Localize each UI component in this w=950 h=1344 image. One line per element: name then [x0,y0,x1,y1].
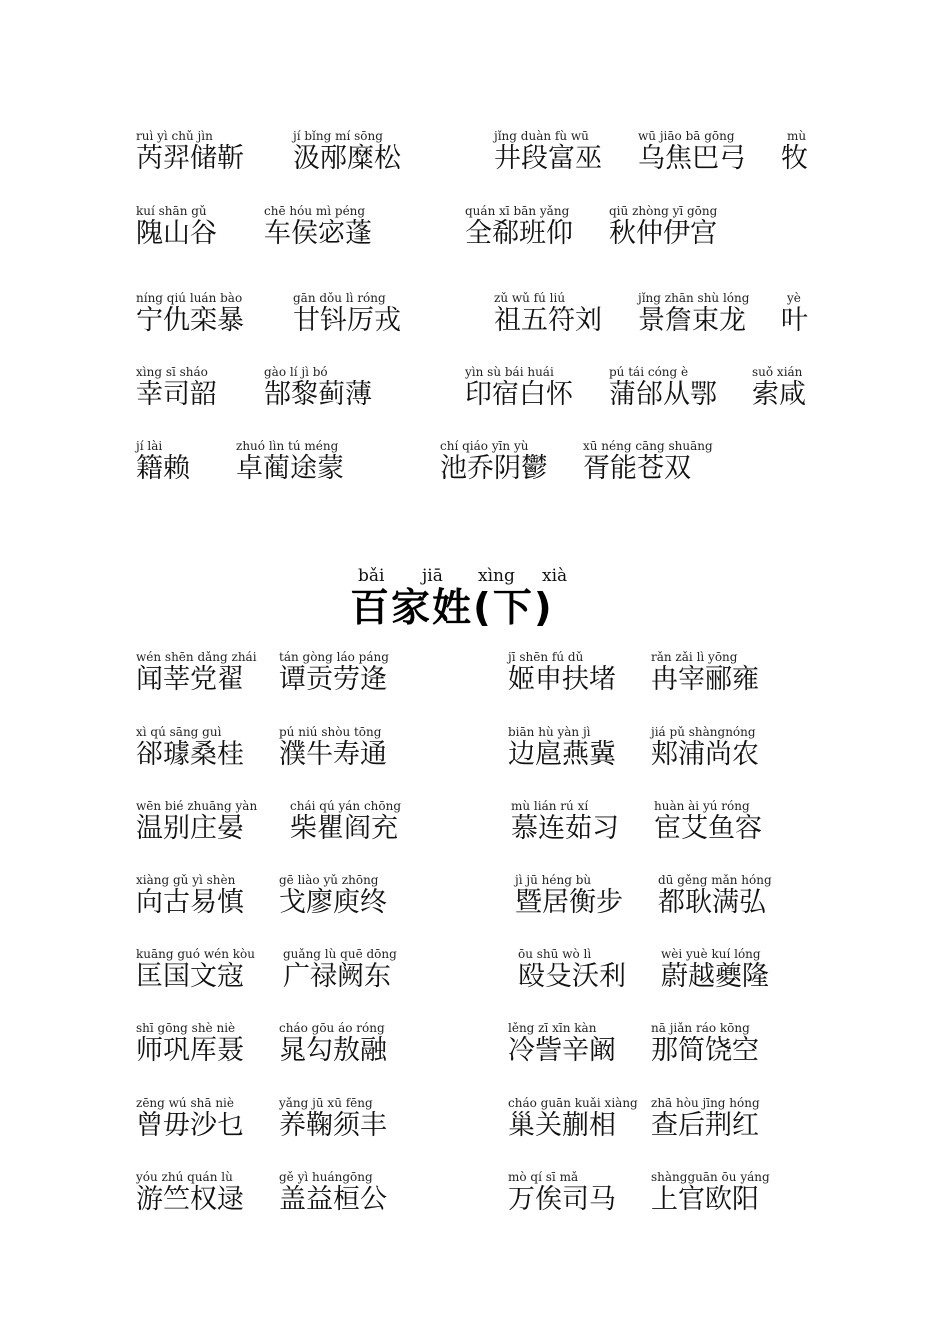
surname-group [136,725,244,771]
pinyin-line: jí bǐng mí sōng [293,129,383,143]
hanzi-line: 井段富巫 [494,143,602,174]
surname-group [508,1170,616,1216]
hanzi-line: 冉宰郦雍 [651,664,759,695]
surname-group [290,799,401,845]
hanzi-line: 濮牛寿通 [279,739,387,770]
hanzi-line: 戈廖庾终 [279,887,387,918]
pinyin-line: biān hù yàn jì [508,725,591,739]
pinyin-line: lěng zī xīn kàn [508,1021,597,1035]
title-pinyin-syllable: bǎi [358,566,385,586]
hanzi-line: 郤璩桑桂 [136,739,244,770]
hanzi-line: 养鞠须丰 [279,1110,387,1141]
pinyin-line: tán gòng láo páng [279,650,389,664]
pinyin-line: wēn bié zhuāng yàn [136,799,258,813]
hanzi-line: 广禄阙东 [283,961,391,992]
pinyin-line: gào lí jì bó [264,365,328,379]
hanzi-line: 上官欧阳 [651,1184,759,1215]
pinyin-line: ruì yì chǔ jìn [136,129,213,143]
hanzi-line: 叶 [781,305,808,336]
hanzi-line: 柴瞿阎充 [290,813,398,844]
surname-group [279,1096,387,1142]
surname-group [236,439,344,485]
surname-group [136,129,244,175]
pinyin-line: gān dǒu lì róng [293,291,386,305]
surname-group [136,1021,244,1067]
surname-group [508,650,616,696]
pinyin-line: jiá pǔ shàngnóng [651,725,756,739]
pinyin-line: gē liào yǔ zhōng [279,873,379,887]
surname-group [279,650,389,696]
pinyin-line: pú niú shòu tōng [279,725,382,739]
pinyin-line: mù [787,129,807,143]
pinyin-line: suǒ xián [752,365,803,379]
pinyin-line: xiàng gǔ yì shèn [136,873,236,887]
surname-group [279,1170,387,1216]
pinyin-line: shàngguān ōu yáng [651,1170,770,1184]
pinyin-line: jí lài [136,439,163,453]
hanzi-line: 闻莘党翟 [136,664,244,695]
surname-group [136,291,244,337]
pinyin-line: huàn ài yú róng [654,799,750,813]
pinyin-line: ōu shū wò lì [518,947,592,961]
surname-group [279,873,387,919]
surname-group [465,365,573,411]
surname-group [609,204,717,250]
hanzi-line: 景詹束龙 [638,305,746,336]
hanzi-line: 蔚越夔隆 [661,961,769,992]
pinyin-line: yè [787,291,801,305]
hanzi-line: 曾毋沙乜 [136,1110,244,1141]
hanzi-line: 乌焦巴弓 [638,143,746,174]
pinyin-line: xū néng cāng shuāng [583,439,713,453]
surname-group [515,873,623,919]
hanzi-line: 郜黎蓟薄 [264,379,372,410]
surname-group [781,291,808,337]
surname-group [136,1170,244,1216]
hanzi-line: 汲邴糜松 [293,143,401,174]
surname-group [658,873,772,919]
hanzi-line: 晁勾敖融 [279,1035,387,1066]
pinyin-line: xìng sī sháo [136,365,208,379]
hanzi-line: 车侯宓蓬 [264,218,372,249]
surname-group [583,439,713,485]
hanzi-line: 师巩厍聂 [136,1035,244,1066]
surname-group [136,650,257,696]
pinyin-line: chái qú yán chōng [290,799,402,813]
hanzi-line: 谭贡劳逄 [279,664,387,695]
pinyin-line: wèi yuè kuí lóng [661,947,761,961]
pinyin-line: zǔ wǔ fú liú [494,291,566,305]
surname-group [494,129,602,175]
surname-group [264,204,372,250]
surname-group [293,291,401,337]
pinyin-line: quán xī bān yǎng [465,204,570,218]
pinyin-line: kuāng guó wén kòu [136,947,255,961]
surname-group [508,725,616,771]
page-title: 百家姓(下) [350,586,554,631]
surname-group [136,365,217,411]
hanzi-line: 姬申扶堵 [508,664,616,695]
surname-group [283,947,397,993]
hanzi-line: 蒲邰从鄂 [609,379,717,410]
pinyin-line: chí qiáo yīn yù [440,439,529,453]
pinyin-line: nā jiǎn ráo kōng [651,1021,750,1035]
surname-group [136,799,257,845]
surname-group [440,439,548,485]
pinyin-line: gě yì huángōng [279,1170,373,1184]
pinyin-line: zēng wú shā niè [136,1096,234,1110]
hanzi-line: 巢关蒯相 [508,1110,616,1141]
surname-group [494,291,602,337]
hanzi-line: 边扈燕冀 [508,739,616,770]
hanzi-line: 匡国文寇 [136,961,244,992]
hanzi-line: 牧 [781,143,808,174]
surname-group [279,1021,387,1067]
pinyin-line: jǐng duàn fù wū [494,129,589,143]
hanzi-line: 秋仲伊宫 [609,218,717,249]
hanzi-line: 祖五符刘 [494,305,602,336]
surname-group [752,365,806,411]
pinyin-line: chē hóu mì péng [264,204,366,218]
pinyin-line: yǎng jū xū fēng [279,1096,373,1110]
pinyin-line: cháo gōu áo róng [279,1021,385,1035]
hanzi-line: 胥能苍双 [583,453,691,484]
hanzi-line: 盖益桓公 [279,1184,387,1215]
hanzi-line: 籍赖 [136,453,190,484]
surname-group [136,439,190,485]
hanzi-line: 都耿满弘 [658,887,766,918]
pinyin-line: mù lián rú xí [511,799,589,813]
pinyin-line: zhuó lìn tú méng [236,439,339,453]
pinyin-line: zhā hòu jīng hóng [651,1096,760,1110]
title-pinyin-syllable: jiā [422,566,443,586]
hanzi-line: 万俟司马 [508,1184,616,1215]
hanzi-line: 隗山谷 [136,218,217,249]
title-pinyin-syllable: xìng [478,566,515,586]
pinyin-line: níng qiú luán bào [136,291,243,305]
pinyin-line: cháo guān kuǎi xiàng [508,1096,638,1110]
hanzi-line: 查后荆红 [651,1110,759,1141]
hanzi-line: 印宿白怀 [465,379,573,410]
pinyin-line: jǐng zhān shù lóng [638,291,750,305]
surname-group [609,365,717,411]
pinyin-line: shī gōng shè niè [136,1021,236,1035]
surname-group [654,799,762,845]
title-pinyin-syllable: xià [542,566,568,586]
hanzi-line: 暨居衡步 [515,887,623,918]
pinyin-line: xì qú sāng guì [136,725,222,739]
hanzi-line: 甘钭厉戎 [293,305,401,336]
pinyin-line: guǎng lù quē dōng [283,947,397,961]
pinyin-line: rǎn zǎi lì yōng [651,650,738,664]
surname-group [508,1021,616,1067]
surname-group [293,129,401,175]
hanzi-line: 那简饶空 [651,1035,759,1066]
surname-group [651,725,759,771]
pinyin-line: kuí shān gǔ [136,204,207,218]
hanzi-line: 郏浦尚农 [651,739,759,770]
surname-group [638,129,746,175]
surname-group [136,947,255,993]
hanzi-line: 卓蔺途蒙 [236,453,344,484]
hanzi-line: 向古易慎 [136,887,244,918]
surname-group [638,291,749,337]
hanzi-line: 温别庄晏 [136,813,244,844]
pinyin-line: jī shēn fú dǔ [508,650,584,664]
hanzi-line: 池乔阴鬱 [440,453,548,484]
hanzi-line: 宦艾鱼容 [654,813,762,844]
hanzi-line: 全郗班仰 [465,218,573,249]
surname-group [136,204,217,250]
hanzi-line: 幸司韶 [136,379,217,410]
surname-group [136,1096,244,1142]
surname-group [661,947,769,993]
surname-group [136,873,244,919]
surname-group [651,650,759,696]
surname-group [508,1096,638,1142]
pinyin-line: dū gěng mǎn hóng [658,873,772,887]
surname-group [781,129,808,175]
pinyin-line: qiū zhòng yī gōng [609,204,718,218]
surname-group [651,1096,760,1142]
surname-group [264,365,372,411]
pinyin-line: yóu zhú quán lù [136,1170,233,1184]
surname-group [651,1170,770,1216]
pinyin-line: wū jiāo bā gōng [638,129,735,143]
hanzi-line: 芮羿储靳 [136,143,244,174]
surname-group [651,1021,759,1067]
hanzi-line: 冷訾辛阚 [508,1035,616,1066]
pinyin-line: yìn sù bái huái [465,365,554,379]
hanzi-line: 游竺权逯 [136,1184,244,1215]
surname-group [511,799,619,845]
surname-group [518,947,626,993]
pinyin-line: pú tái cóng è [609,365,689,379]
surname-group [279,725,387,771]
pinyin-line: wén shēn dǎng zhái [136,650,257,664]
hanzi-line: 慕连茹习 [511,813,619,844]
hanzi-line: 殴殳沃利 [518,961,626,992]
surname-group [465,204,573,250]
pinyin-line: mò qí sī mǎ [508,1170,579,1184]
pinyin-line: jì jū héng bù [515,873,592,887]
hanzi-line: 索咸 [752,379,806,410]
hanzi-line: 宁仇栾暴 [136,305,244,336]
